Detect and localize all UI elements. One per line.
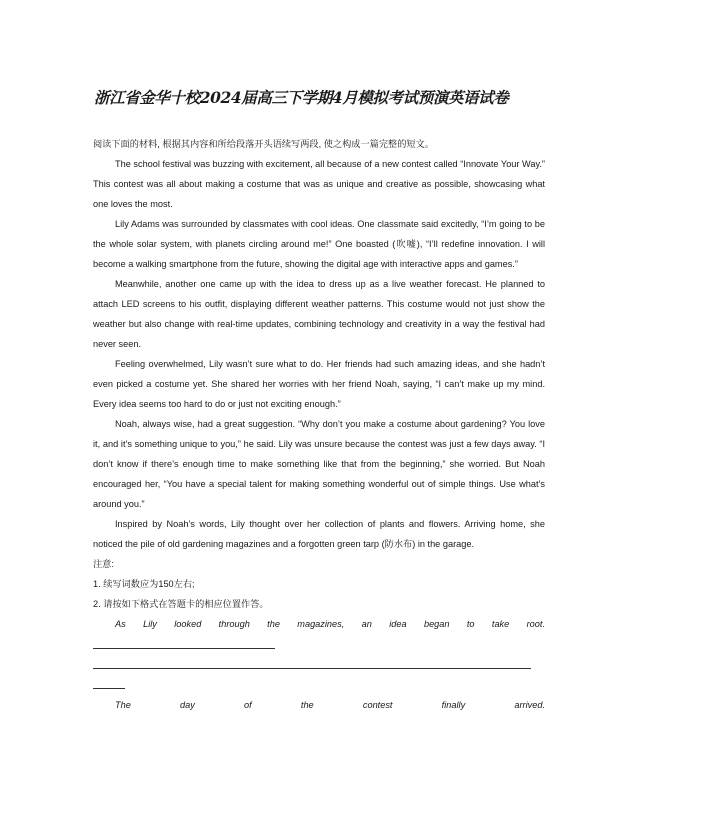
story-paragraph: The school festival was buzzing with excitement, all because of a new contest called “Innovate Your Way.” This contest was all about making a costume that was as unique and creative as possible, showcasing what one loves the most. [93,159,545,209]
instruction-text: 阅读下面的材料, 根据其内容和所给段落开头语续写两段, 使之构成一篇完整的短文。 [93,139,434,149]
story-paragraph: Noah, always wise, had a great suggestion. “Why don’t you make a costume about gardening? You love it, and it’s something unique to you,” he said. Lily was unsure because the contest was just a few days away. “I don’t know if there’s enough time to make something like that from the beginning,” she worried. But Noah encouraged her, “You have a special talent for making something wonderful out of simple things. Use what’s around you.” [93,419,545,509]
document-title: 浙江省金华十校2024届高三下学期4月模拟考试预演英语试卷 [94,88,509,107]
story-paragraph: Inspired by Noah’s words, Lily thought over her collection of plants and flowers. Arriving home, she noticed the pile of old gardening magazines and a forgotten green tarp (防水布) in the garage. [93,519,545,549]
notes-heading: 注意: [93,559,114,569]
answer-line [93,648,275,649]
answer-line [93,668,531,669]
story-paragraph: Feeling overwhelmed, Lily wasn’t sure what to do. Her friends had such amazing ideas, and she hadn’t even picked a costume yet. She shared her worries with her friend Noah, saying, “I can’t make up my mind. Every idea seems too hard to do or just not exciting enough.” [93,359,545,409]
note-item: 1. 续写词数应为150左右; [93,579,195,589]
continuation-prompt-1: As Lily looked through the magazines, an idea began to take root. [115,619,545,629]
exam-content [93,134,545,715]
note-item: 2. 请按如下格式在答题卡的相应位置作答。 [93,599,269,609]
continuation-prompt-2: The day of the contest finally arrived. [115,700,545,710]
story-paragraph: Lily Adams was surrounded by classmates with cool ideas. One classmate said excitedly, “I’m going to be the whole solar system, with planets circling around me!” One boasted (吹嘘), “I’ll redefine innovation. I will become a walking smartphone from the future, showing the digital age with interactive apps and games.” [93,219,545,269]
story-paragraph: Meanwhile, another one came up with the idea to dress up as a live weather forecast. He planned to attach LED screens to his outfit, displaying different weather patterns. This costume would not just show the weather but also change with real-time updates, combining technology and creativity in a way the festival had never seen. [93,279,545,349]
